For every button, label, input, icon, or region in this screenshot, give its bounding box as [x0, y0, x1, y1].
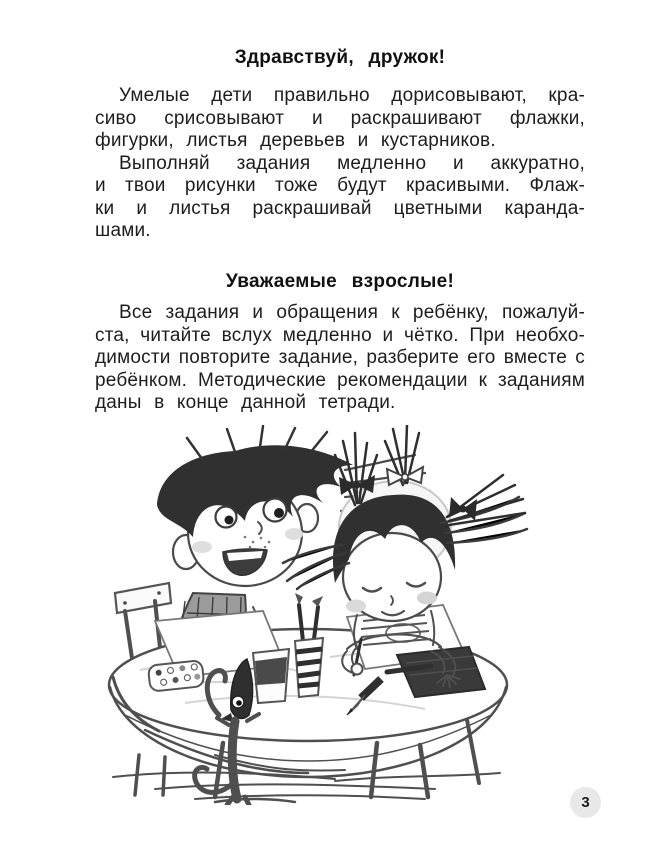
adults-title: Уважаемые взрослые! — [225, 271, 455, 292]
text-line: и твои рисунки тоже будут красивыми. Флаж- — [95, 175, 585, 196]
water-glass — [253, 649, 289, 703]
text-line: Умелые дети правильно дорисовывают, кра- — [119, 85, 585, 106]
text-line: Все задания и обращения к ребёнку, пожалуй- — [119, 302, 585, 323]
text-line: фигурки, листья деревьев и кустарников. — [95, 130, 496, 151]
text-line: ки и листья раскрашивай цветными каранда- — [95, 197, 585, 219]
greeting-title: Здравствуй, дружок! — [234, 47, 446, 68]
page-number-badge — [570, 787, 601, 818]
text-line: ста, читайте вслух медленно и чётко. При необхо- — [95, 324, 585, 346]
paint-palette — [148, 660, 204, 692]
page-number: 3 — [581, 794, 590, 811]
text-line: димости повторите задание, разберите его вместе с — [95, 347, 585, 368]
text-line: Выполняй задания медленно и аккуратно, — [119, 152, 585, 174]
pencil-holder — [295, 593, 323, 697]
children-drawing-illustration — [95, 425, 530, 805]
text-line: даны в конце данной тетради. — [95, 392, 396, 413]
text-line: сиво срисовывают и раскрашивают флажки, — [95, 107, 585, 129]
text-line: шами. — [95, 220, 151, 241]
greeting-text-block — [95, 85, 585, 243]
text-line: ребёнком. Методические рекомендации к заданиям — [95, 369, 585, 391]
adults-text-block — [95, 302, 585, 415]
